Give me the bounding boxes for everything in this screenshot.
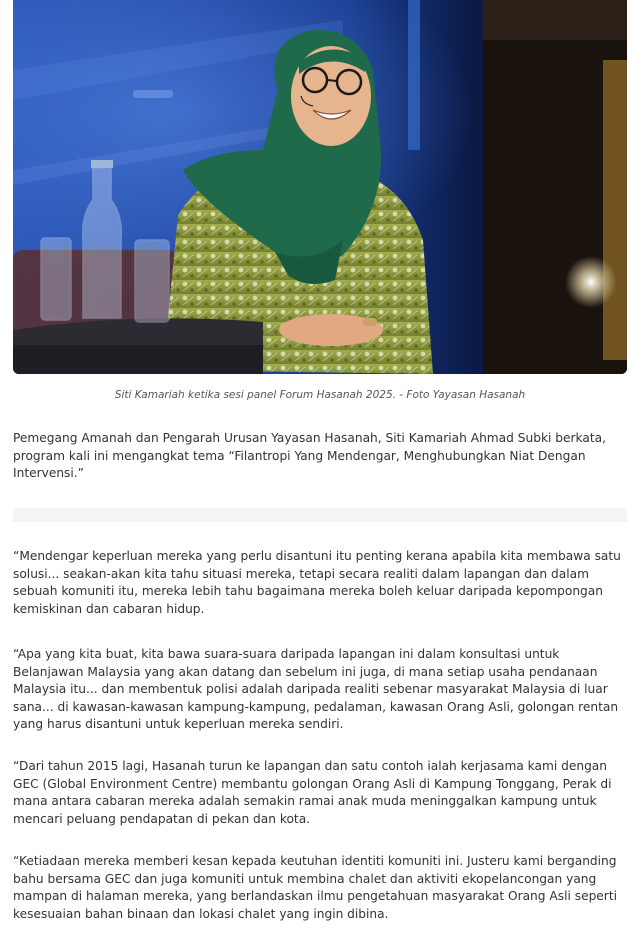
article-paragraph-3: “Apa yang kita buat, kita bawa suara-suara daripada lapangan ini dalam konsultasi untuk Belanjawan Malaysia yang akan datang dan sebelum ini juga, di mana setiap usaha pendanaan Malaysia itu... dan membentuk polisi adalah daripada realiti sebenar masyarakat Malaysia di luar sana... di kawasan-kawasan kampung-kampung, pedalaman, kawasan Orang Asli, golongan rentan yang harus disantuni untuk keperluan mereka sendiri. bbox=[13, 647, 619, 732]
photo-portrait-icon bbox=[13, 0, 627, 374]
ad-placeholder bbox=[13, 508, 627, 522]
article-paragraph-2: “Mendengar keperluan mereka yang perlu disantuni itu penting kerana apabila kita membawa satu solusi... seakan-akan kita tahu situasi mereka, tetapi secara realiti dalam lapangan dan dalam sebuah komuniti itu, mereka lebih tahu bagaimana mereka boleh keluar daripada kepompongan kemiskinan dan cabaran hidup. bbox=[13, 549, 621, 616]
article-paragraph-1: Pemegang Amanah dan Pengarah Urusan Yayasan Hasanah, Siti Kamariah Ahmad Subki berkata, program kali ini mengangkat tema “Filantropi Yang Mendengar, Menghubungkan Niat Dengan Intervensi.” bbox=[13, 431, 606, 481]
article-paragraph-5: “Ketiadaan mereka memberi kesan kepada keutuhan identiti komuniti ini. Justeru kami berganding bahu bersama GEC dan juga komuniti untuk membina chalet dan aktiviti ekopelancongan yang mampan di halaman mereka, yang berlandaskan ilmu pengetahuan masyarakat Orang Asli seperti kesesuaian bahan binaan dan lokasi chalet yang ingin dibina. bbox=[13, 854, 617, 921]
article-paragraph-4: “Dari tahun 2015 lagi, Hasanah turun ke lapangan dan satu contoh ialah kerjasama kami dengan GEC (Global Environment Centre) membantu golongan Orang Asli di Kampung Tonggang, Perak di mana antara cabaran mereka adalah semakin ramai anak muda meninggalkan kampung untuk mencari peluang pendapatan di pekan dan kota. bbox=[13, 759, 612, 826]
article-photo bbox=[13, 0, 627, 374]
photo-caption: Siti Kamariah ketika sesi panel Forum Hasanah 2025. - Foto Yayasan Hasanah bbox=[114, 389, 526, 401]
